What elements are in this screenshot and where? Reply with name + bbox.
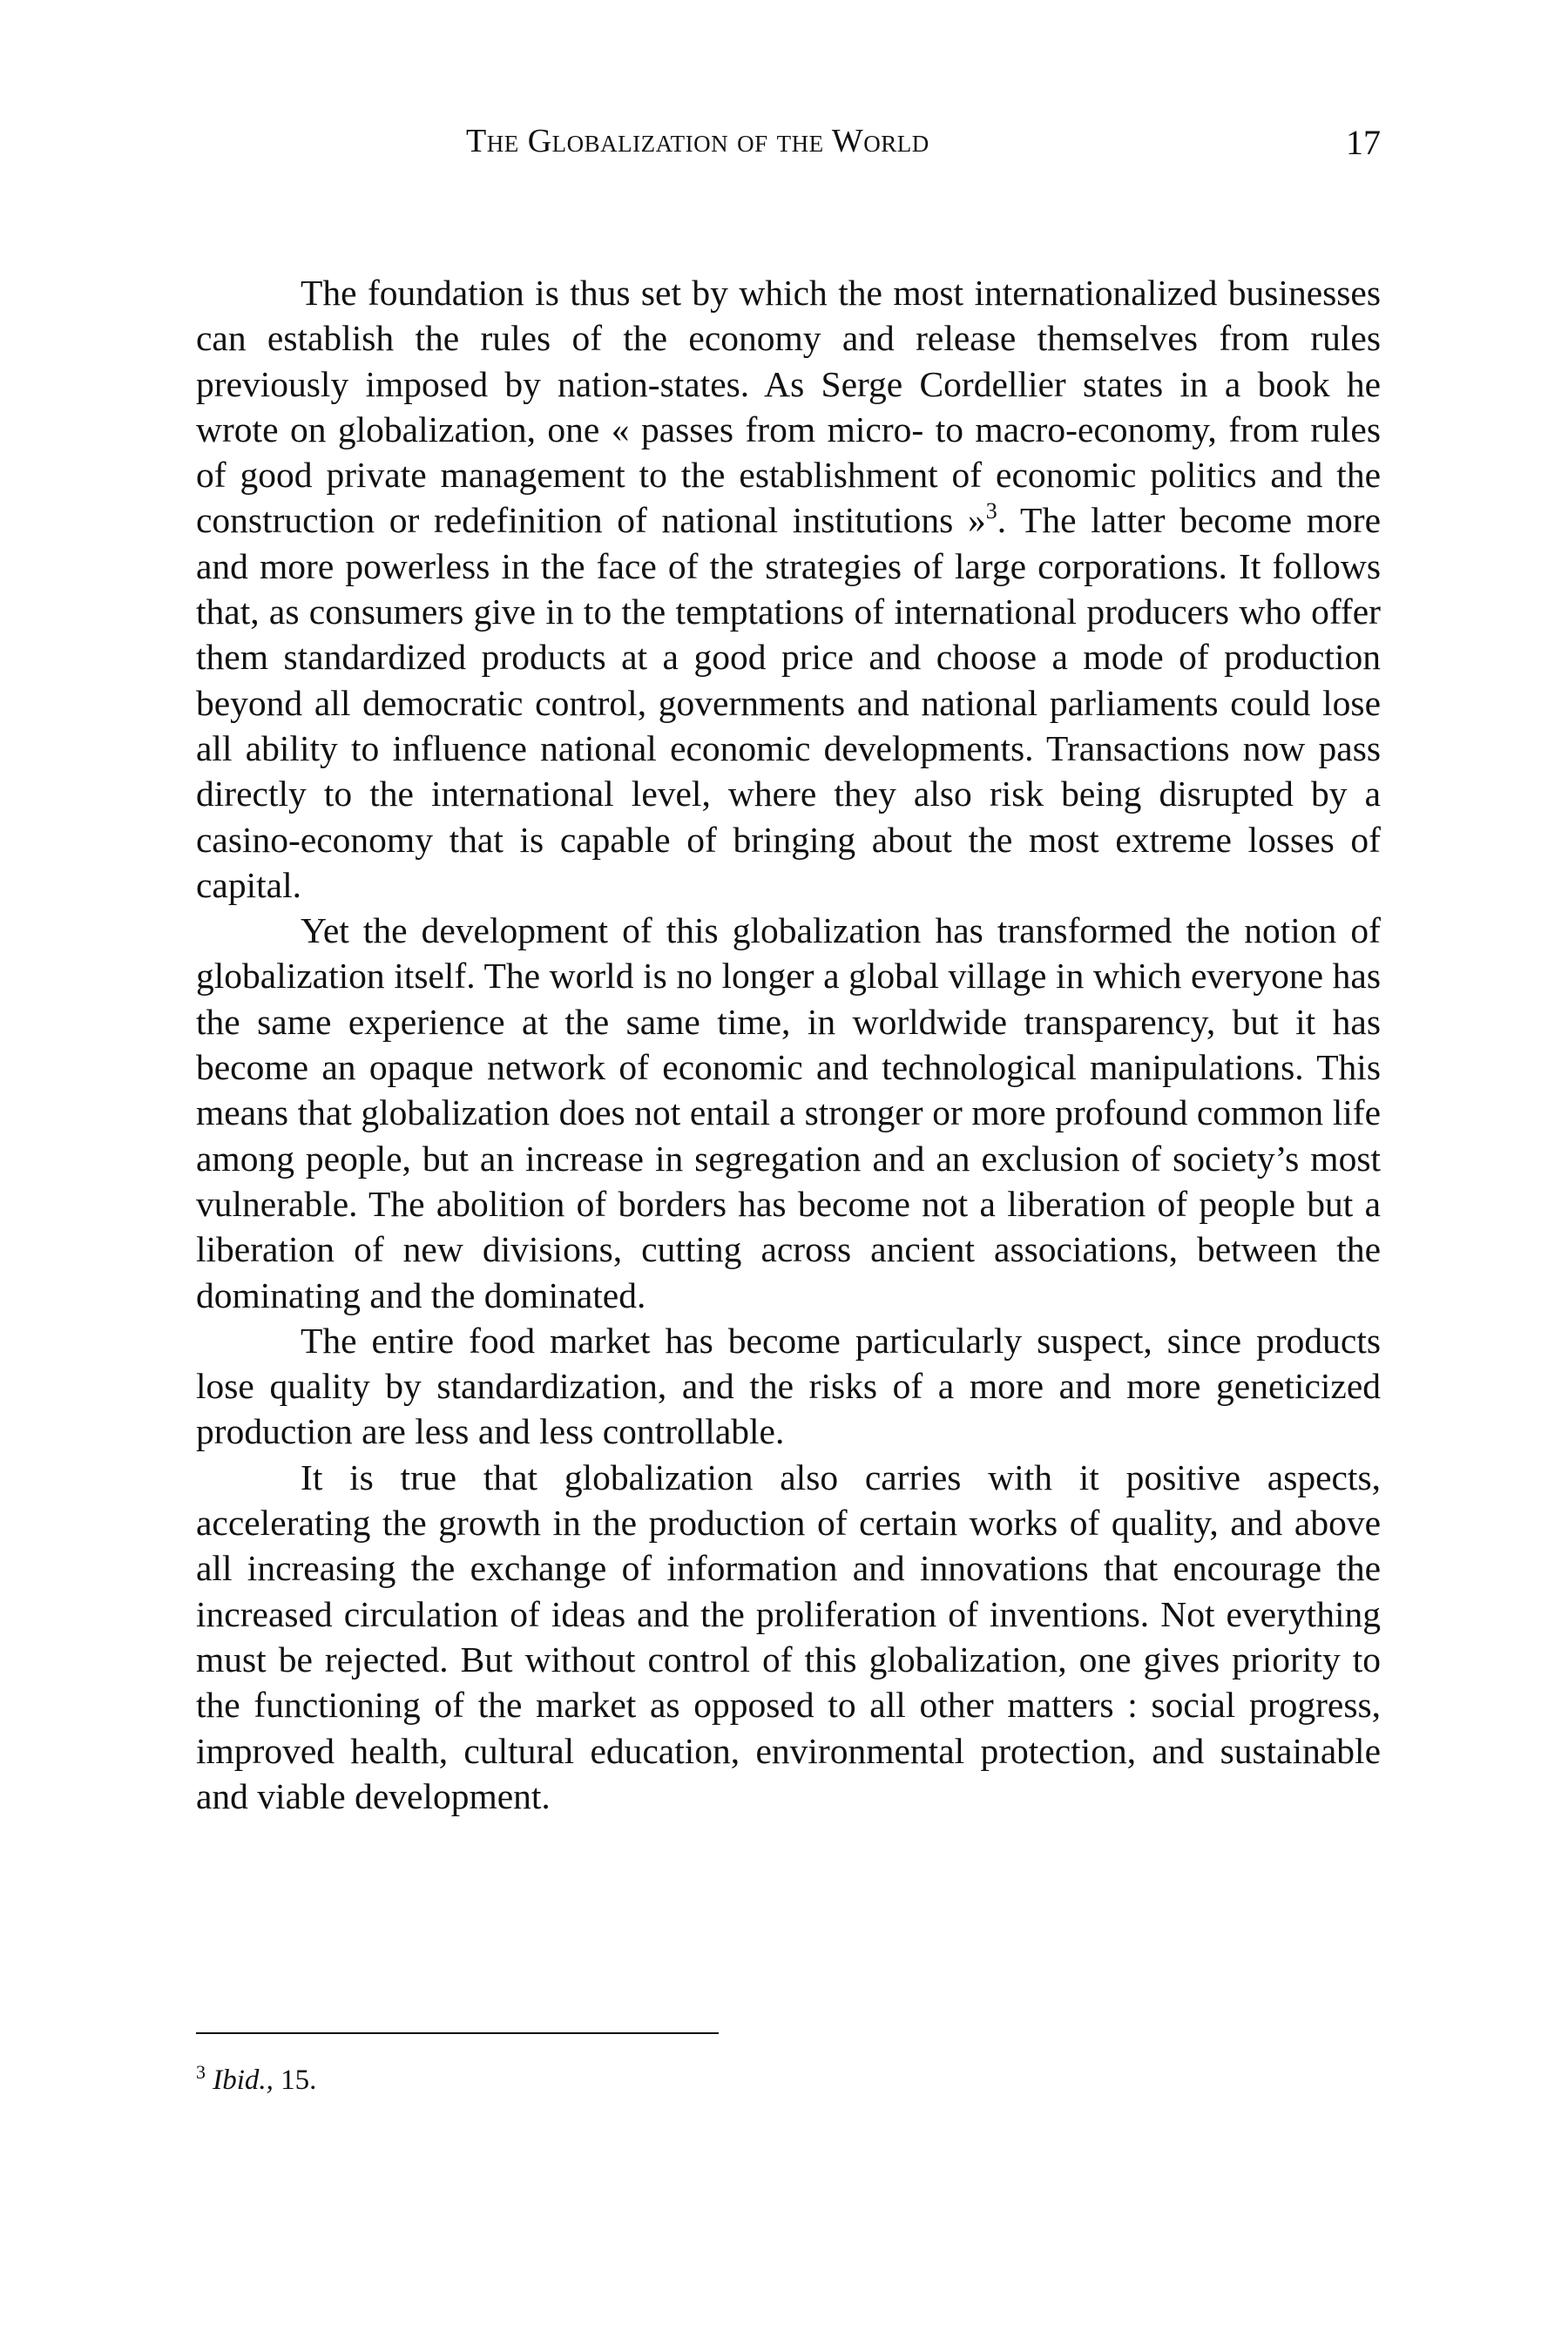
footnote-divider bbox=[196, 2032, 719, 2034]
paragraph-1-text: The foundation is thus set by which the most internationalized businesses can establish the rules of the economy and release themselves from rules previously imposed by nation-states. As Serge Cordellier states in a book he wrote on globalization, one « passes from micro- to macro-economy, from rules of good private management to the establishment of economic politics and the construction or redefinition of national institutions » bbox=[196, 273, 1381, 541]
footnote-marker: 3 bbox=[196, 2061, 206, 2083]
paragraph-2: Yet the development of this globalization has transformed the notion of globalization itself. The world is no longer a global village in which everyone has the same experience at the same time, in worldwide transparency, but it has become an opaque network of economic and technological manipulations. This means that globalization does not entail a stronger or more profound common life among people, but an increase in segregation and an exclusion of society’s most vulnerable. The abolition of borders has become not a liberation of people but a liberation of new divisions, cutting across ancient associations, between the dominating and the dominated. bbox=[196, 910, 1381, 1315]
paragraph-1-continuation: . The latter become more and more powerless in the face of the strategies of large corporations. It follows that, as consumers give in to the temptations of international producers who offer them standardized products at a good price and choose a mode of production beyond all democratic control, governments and national parliaments could lose all ability to influence national economic developments. Transactions now pass directly to the international level, where they also risk being disrupted by a casino-economy that is capable of bringing about the most extreme losses of capital. bbox=[196, 500, 1381, 905]
body-text bbox=[196, 270, 1381, 1819]
footnote bbox=[196, 2063, 316, 2098]
running-head-title: The Globalization of the World bbox=[466, 123, 929, 159]
paragraph-4: It is true that globalization also carries with it positive aspects, accelerating the growth in the production of certain works of quality, and above all increasing the exchange of information and innovations that encourage the increased circulation of ideas and the proliferation of inventions. Not everything must be rejected. But without control of this globalization, one gives priority to the functioning of the market as opposed to all other matters : social progress, improved health, cultural education, environmental protection, and sustainable and viable development. bbox=[196, 1456, 1381, 1816]
running-head bbox=[196, 122, 1381, 174]
footnote-reference: 3 bbox=[985, 498, 997, 524]
page-number: 17 bbox=[1346, 123, 1381, 162]
paragraph-3: The entire food market has become particularly suspect, since products lose quality by standardization, and the risks of a more and more geneticized production are less and less controllable. bbox=[196, 1320, 1381, 1452]
footnote-page: 15. bbox=[273, 2065, 317, 2096]
paragraph-1 bbox=[196, 270, 1381, 908]
footnote-source: Ibid., bbox=[213, 2065, 274, 2096]
